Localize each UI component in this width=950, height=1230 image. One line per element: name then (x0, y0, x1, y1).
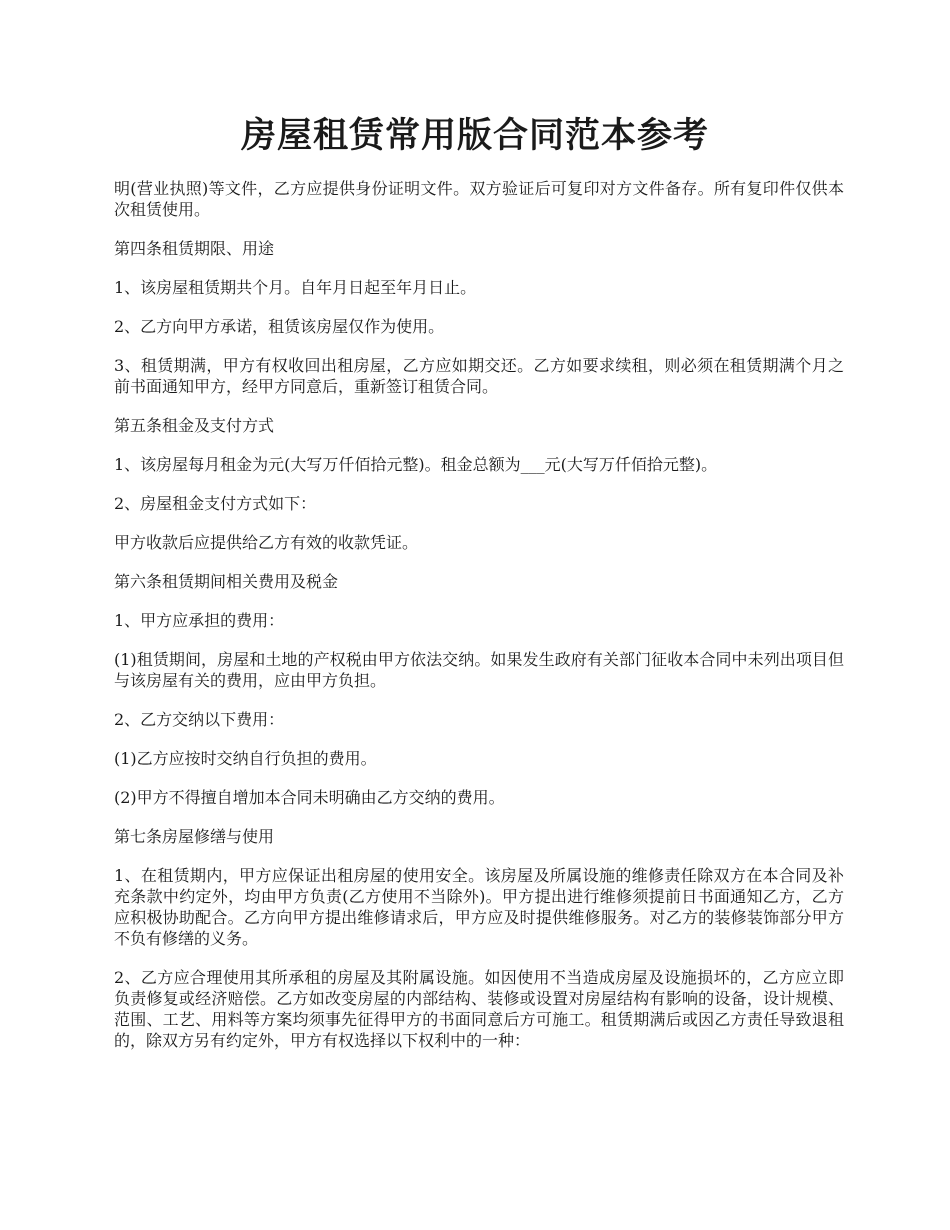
paragraph-1: 明(营业执照)等文件，乙方应提供身份证明文件。双方验证后可复印对方文件备存。所有复印件仅供本次租赁使用。 (114, 179, 844, 219)
paragraph-3: 1、该房屋租赁期共个月。自年月日起至年月日止。 (114, 278, 477, 297)
section-heading-7: 第七条房屋修缮与使用 (114, 827, 275, 846)
section-heading-5: 第五条租金及支付方式 (114, 416, 275, 435)
paragraph-11: 1、甲方应承担的费用： (114, 611, 285, 630)
paragraph-13: 2、乙方交纳以下费用： (114, 710, 285, 729)
document-title: 房屋租赁常用版合同范本参考 (240, 115, 709, 156)
paragraph-18: 2、乙方应合理使用其所承租的房屋及其附属设施。如因使用不当造成房屋及设施损坏的，乙方应立即负责修复或经济赔偿。乙方如改变房屋的内部结构、装修或设置对房屋结构有影响的设备，设计规模、范围、工艺、用料等方案均须事先征得甲方的书面同意后方可施工。租赁期满后或因乙方责任导致退租的，除双方另有约定外，甲方有权选择以下权利中的一种： (114, 968, 844, 1050)
paragraph-14: (1)乙方应按时交纳自行负担的费用。 (114, 749, 377, 768)
section-heading-4: 第四条租赁期限、用途 (114, 239, 275, 258)
paragraph-9: 甲方收款后应提供给乙方有效的收款凭证。 (114, 533, 419, 552)
paragraph-5: 3、租赁期满，甲方有权收回出租房屋，乙方应如期交还。乙方如要求续租，则必须在租赁期满个月之前书面通知甲方，经甲方同意后，重新签订租赁合同。 (114, 356, 844, 396)
paragraph-4: 2、乙方向甲方承诺，租赁该房屋仅作为使用。 (114, 317, 445, 336)
section-heading-6: 第六条租赁期间相关费用及税金 (114, 572, 339, 591)
document-body (114, 178, 844, 1069)
paragraph-12: (1)租赁期间，房屋和土地的产权税由甲方依法交纳。如果发生政府有关部门征收本合同中未列出项目但与该房屋有关的费用，应由甲方负担。 (114, 650, 844, 690)
paragraph-15: (2)甲方不得擅自增加本合同未明确由乙方交纳的费用。 (114, 788, 505, 807)
paragraph-8: 2、房屋租金支付方式如下： (114, 494, 317, 513)
paragraph-7: 1、该房屋每月租金为元(大写万仟佰拾元整)。租金总额为___元(大写万仟佰拾元整)。 (114, 455, 718, 474)
paragraph-17: 1、在租赁期内，甲方应保证出租房屋的使用安全。该房屋及所属设施的维修责任除双方在本合同及补充条款中约定外，均由甲方负责(乙方使用不当除外)。甲方提出进行维修须提前日书面通知乙方，乙方应积极协助配合。乙方向甲方提出维修请求后，甲方应及时提供维修服务。对乙方的装修装饰部分甲方不负有修缮的义务。 (114, 866, 844, 948)
